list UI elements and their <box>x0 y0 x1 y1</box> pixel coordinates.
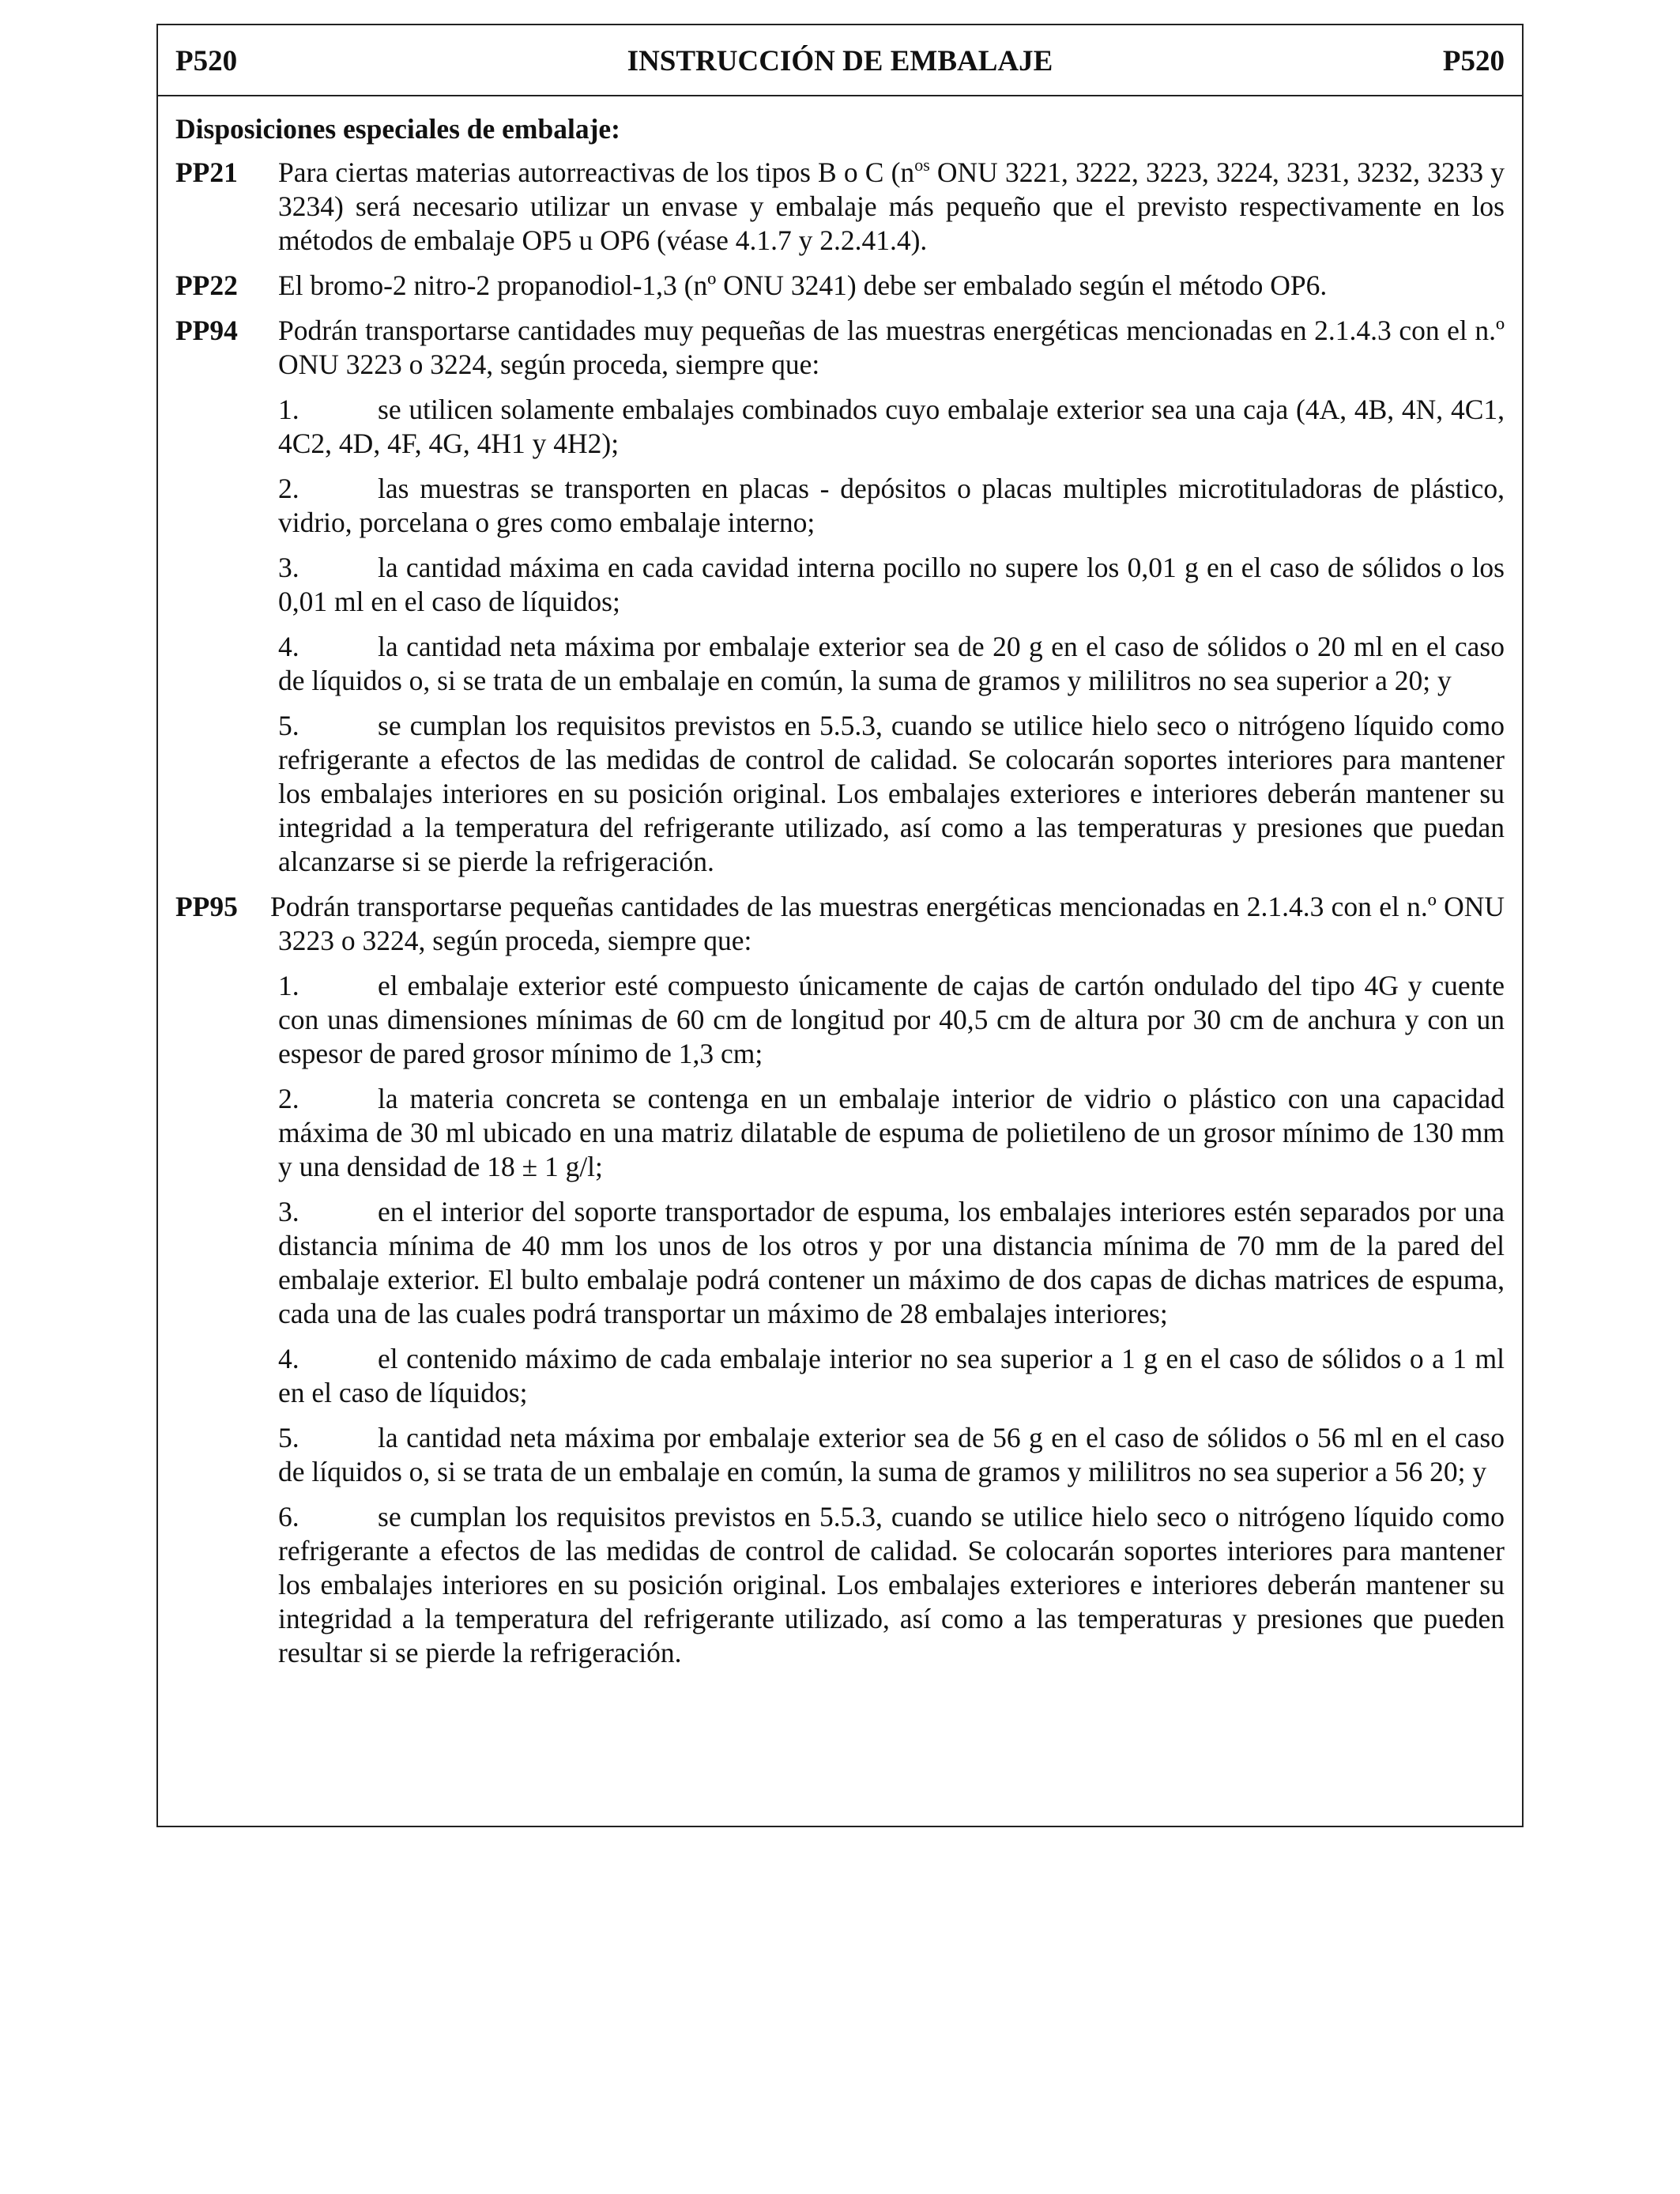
provision-code: PP22 <box>175 270 238 301</box>
item-text: se utilicen solamente embalajes combinados cuyo embalaje exterior sea una caja (4A, 4B, 4N, 4C1, 4C2, 4D, 4F, 4G, 4H1 y 4H2); <box>278 394 1505 459</box>
provision-text: El bromo-2 nitro-2 propanodiol-1,3 (nº ONU 3241) debe ser embalado según el método OP6. <box>278 270 1328 301</box>
item-number: 5. <box>278 1422 299 1453</box>
section-title: Disposiciones especiales de embalaje: <box>175 113 621 145</box>
provision-pp94 <box>175 314 1505 879</box>
provision-text: Podrán transportarse pequeñas cantidades de las muestras energéticas mencionadas en 2.1.4.3 con el n.º ONU 3223 o 3224, según proceda, siempre que: <box>270 891 1505 956</box>
provision-text-part: ONU 3221, 3222, 3223, 3224, 3231, 3232, 3233 y 3234) será necesario utilizar un envase y embalaje más pequeño que el previsto respectivamente en los métodos de embalaje OP5 u OP6 (véase 4.1.7 y 2.2.41.4). <box>278 156 1505 256</box>
provision-text-part: Para ciertas materias autorreactivas de los tipos B o C (n <box>278 156 915 188</box>
list-item <box>278 472 1505 540</box>
provision-code: PP21 <box>175 156 238 188</box>
provision-pp95 <box>175 890 1505 1670</box>
item-number: 1. <box>278 970 299 1001</box>
provision-text: Podrán transportarse cantidades muy pequeñas de las muestras energéticas mencionadas en 2.1.4.3 con el n.º ONU 3223 o 3224, según proceda, siempre que: <box>278 315 1505 380</box>
list-item <box>278 1421 1505 1489</box>
list-item <box>278 709 1505 879</box>
item-text: en el interior del soporte transportador de espuma, los embalajes interiores estén separados por una distancia mínima de 40 mm los unos de los otros y por una distancia mínima de 70 mm de la pared del embalaje exterior. El bulto embalaje podrá contener un máximo de dos capas de dichas matrices de espuma, cada una de las cuales podrá transportar un máximo de 28 embalajes interiores; <box>278 1196 1505 1329</box>
instruction-code-left: P520 <box>175 45 238 77</box>
item-text: la cantidad máxima en cada cavidad interna pocillo no supere los 0,01 g en el caso de sólidos o los 0,01 ml en el caso de líquidos; <box>278 552 1505 617</box>
item-text: el embalaje exterior esté compuesto únicamente de cajas de cartón ondulado del tipo 4G y cuente con unas dimensiones mínimas de 60 cm de longitud por 40,5 cm de altura por 30 cm de anchura y con un espesor de pared grosor mínimo de 1,3 cm; <box>278 970 1505 1069</box>
list-item <box>278 1082 1505 1184</box>
item-number: 4. <box>278 631 299 662</box>
list-item <box>278 393 1505 461</box>
provision-code: PP94 <box>175 315 238 346</box>
provision-code: PP95 <box>175 891 238 922</box>
table-body <box>175 112 1505 1681</box>
superscript: os <box>914 155 930 175</box>
item-text: se cumplan los requisitos previstos en 5.5.3, cuando se utilice hielo seco o nitrógeno líquido como refrigerante a efectos de las medidas de control de calidad. Se colocarán soportes interiores para mantener los embalajes interiores en su posición original. Los embalajes exteriores e interiores deberán mantener su integridad a la temperatura del refrigerante utilizado, así como a las temperaturas y presiones que puedan alcanzarse si se pierde la refrigeración. <box>278 710 1505 877</box>
list-item <box>278 551 1505 619</box>
item-text: el contenido máximo de cada embalaje interior no sea superior a 1 g en el caso de sólidos o a 1 ml en el caso de líquidos; <box>278 1343 1505 1408</box>
provision-pp22 <box>175 269 1505 303</box>
list-item <box>278 630 1505 698</box>
provision-text <box>278 156 1505 258</box>
item-number: 3. <box>278 552 299 583</box>
item-number: 5. <box>278 710 299 741</box>
packing-instruction-table <box>156 24 1524 1827</box>
item-text: las muestras se transporten en placas - depósitos o placas multiples microtituladoras de plástico, vidrio, porcelana o gres como embalaje interno; <box>278 473 1505 538</box>
item-number: 3. <box>278 1196 299 1227</box>
item-number: 6. <box>278 1501 299 1532</box>
item-number: 4. <box>278 1343 299 1374</box>
page-title: INSTRUCCIÓN DE EMBALAJE <box>627 45 1053 77</box>
item-number: 1. <box>278 394 299 425</box>
list-item <box>278 1342 1505 1410</box>
table-header <box>158 25 1522 96</box>
item-text: la cantidad neta máxima por embalaje exterior sea de 20 g en el caso de sólidos o 20 ml en el caso de líquidos o, si se trata de un embalaje en común, la suma de gramos y mililitros no sea superior a 20; y <box>278 631 1505 696</box>
item-text: se cumplan los requisitos previstos en 5.5.3, cuando se utilice hielo seco o nitrógeno líquido como refrigerante a efectos de las medidas de control de calidad. Se colocarán soportes interiores para mantener los embalajes interiores en su posición original. Los embalajes exteriores e interiores deberán mantener su integridad a la temperatura del refrigerante utilizado, así como a las temperaturas y presiones que pueden resultar si se pierde la refrigeración. <box>278 1501 1505 1668</box>
list-item <box>278 1500 1505 1670</box>
item-text: la materia concreta se contenga en un embalaje interior de vidrio o plástico con una capacidad máxima de 30 ml ubicado en una matriz dilatable de espuma de polietileno de un grosor mínimo de 130 mm y una densidad de 18 ± 1 g/l; <box>278 1083 1505 1182</box>
item-number: 2. <box>278 1083 299 1114</box>
list-item <box>278 969 1505 1071</box>
provision-pp21 <box>175 156 1505 258</box>
item-text: la cantidad neta máxima por embalaje exterior sea de 56 g en el caso de sólidos o 56 ml en el caso de líquidos o, si se trata de un embalaje en común, la suma de gramos y mililitros no sea superior a 56 20; y <box>278 1422 1505 1487</box>
item-number: 2. <box>278 473 299 504</box>
instruction-code-right: P520 <box>1442 45 1505 77</box>
list-item <box>278 1195 1505 1331</box>
